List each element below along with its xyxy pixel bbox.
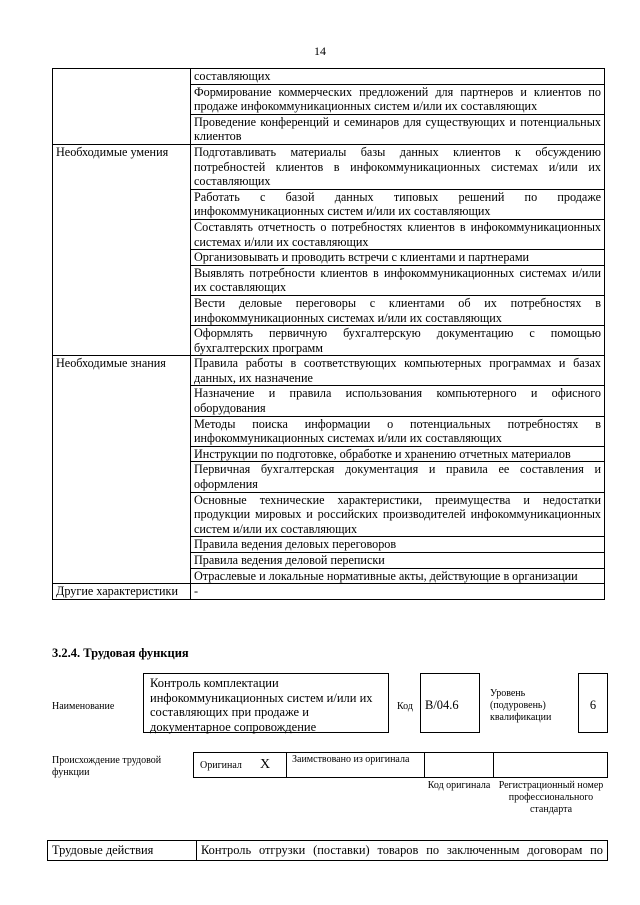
table-row (53, 584, 605, 600)
row-item: Выявлять потребности клиентов в инфокоммуникационных системах и/или их составляющих (191, 265, 605, 295)
page-number: 14 (314, 44, 326, 58)
level-value-box: 6 (578, 673, 608, 733)
code-value-box: B/04.6 (420, 673, 480, 733)
row-item: Правила ведения деловой переписки (191, 553, 605, 569)
row-item: Правила работы в соответствующих компьютерных программах и базах данных, их назначение (191, 356, 605, 386)
name-label: Наименование (52, 701, 115, 712)
row-item: Формирование коммерческих предложений для партнеров и клиентов по продаже инфокоммуникационных систем и/или их составляющих (191, 84, 605, 114)
row-item: Отраслевые и локальные нормативные акты, действующие в организации (191, 568, 605, 584)
code-original-label: Код оригинала (427, 780, 491, 791)
row-item: Назначение и правила использования компьютерного и офисного оборудования (191, 386, 605, 416)
row-item: Работать с базой данных типовых решений по продаже инфокоммуникационных систем и/или их составляющих (191, 189, 605, 219)
table-row (53, 69, 605, 85)
row-item: Оформлять первичную бухгалтерскую документацию с помощью бухгалтерских программ (191, 326, 605, 356)
level-label: Уровень (подуровень) квалификации (490, 688, 552, 723)
row-item: Составлять отчетность о потребностях клиентов в инфокоммуникационных системах и/или их составляющих (191, 219, 605, 249)
reg-number-cell (493, 752, 608, 778)
table-row (53, 144, 605, 189)
original-mark: X (260, 757, 271, 772)
row-item: Инструкции по подготовке, обработке и хранению отчетных материалов (191, 446, 605, 462)
borrowed-cell: Заимствовано из оригинала (286, 752, 425, 778)
row-item: Вести деловые переговоры с клиентами об их потребностях в инфокоммуникационных системах и/или их составляющих (191, 295, 605, 325)
skills-knowledge-table (52, 68, 605, 600)
row-heading (53, 69, 191, 145)
reg-number-label: Регистрационный номер профессионального стандарта (498, 780, 604, 815)
row-heading: Необходимые умения (53, 144, 191, 355)
row-heading: Необходимые знания (53, 356, 191, 584)
row-item: Методы поиска информации о потенциальных потребностях в инфокоммуникационных системах и/или их составляющих (191, 416, 605, 446)
table-row (53, 356, 605, 386)
row-heading: Другие характеристики (53, 584, 191, 600)
row-item: Подготавливать материалы базы данных клиентов к обсуждению потребностей клиентов в инфокоммуникационных системах и/или их составляющих (191, 144, 605, 189)
original-cell (193, 752, 287, 778)
code-label: Код (397, 701, 413, 712)
row-item: Правила ведения деловых переговоров (191, 537, 605, 553)
row-item: - (191, 584, 605, 600)
origin-label: Происхождение трудовой функции (52, 755, 162, 778)
labor-actions-head: Трудовые действия (48, 841, 197, 861)
function-name-box: Контроль комплектации инфокоммуникационных систем и/или их составляющих при продаже и документарное сопровождение (143, 673, 389, 733)
row-item: Первичная бухгалтерская документация и правила ее составления и оформления (191, 462, 605, 492)
labor-action-item: Контроль отгрузки (поставки) товаров по заключенным договорам по (197, 841, 608, 861)
labor-actions-table (47, 840, 608, 861)
row-item: Проведение конференций и семинаров для существующих и потенциальных клиентов (191, 114, 605, 144)
row-item: Основные технические характеристики, преимущества и недостатки продукции мировых и российских производителей инфокоммуникационных систем и/или их составляющих (191, 492, 605, 537)
code-original-cell (424, 752, 494, 778)
row-item: составляющих (191, 69, 605, 85)
section-title: 3.2.4. Трудовая функция (52, 646, 189, 660)
row-item: Организовывать и проводить встречи с клиентами и партнерами (191, 250, 605, 266)
original-label: Оригинал (200, 760, 242, 771)
